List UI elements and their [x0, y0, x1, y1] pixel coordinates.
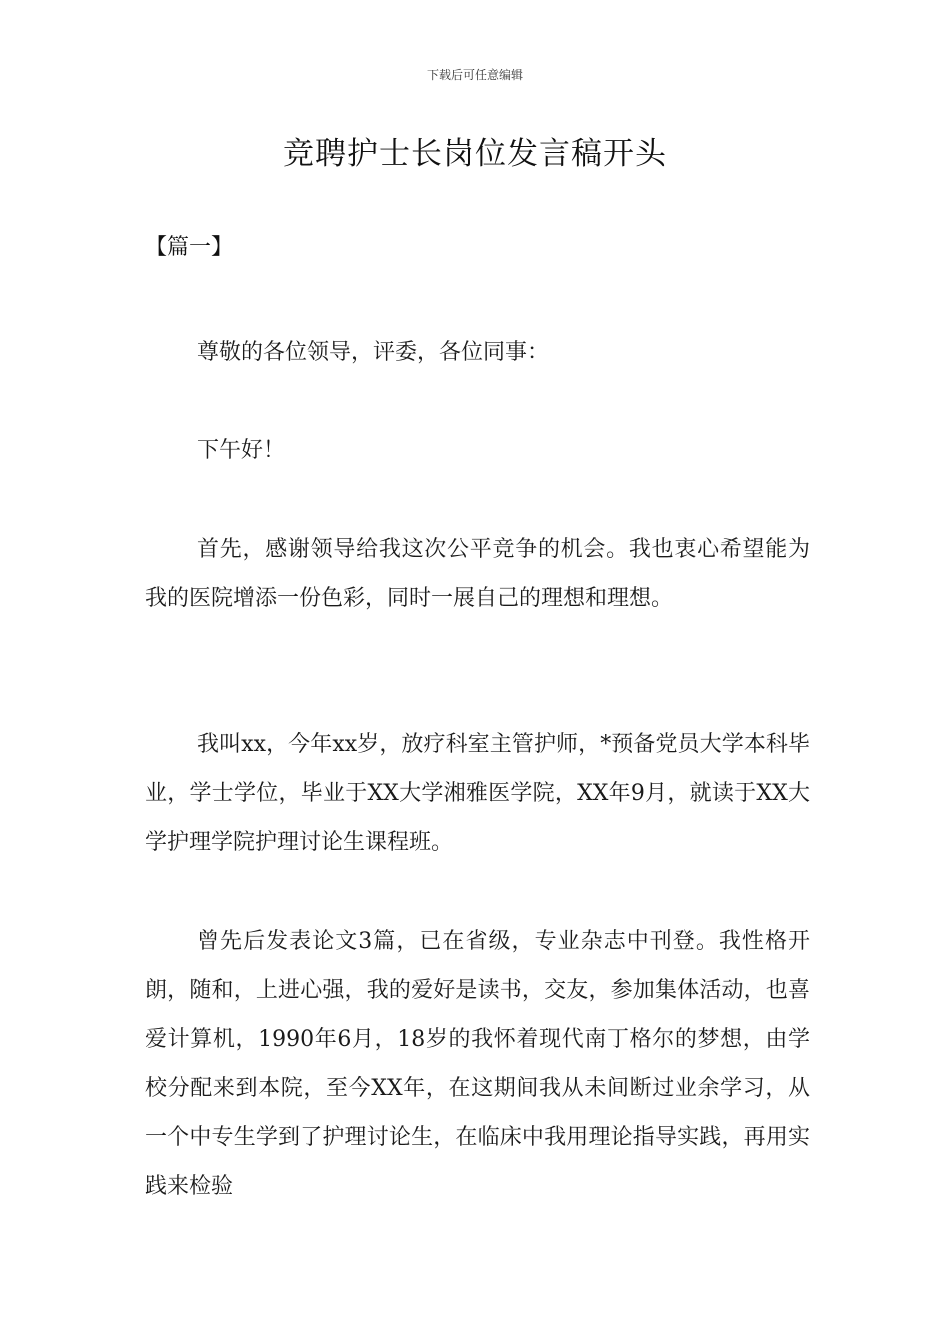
body-paragraph-1: 首先，感谢领导给我这次公平竞争的机会。我也衷心希望能为我的医院增添一份色彩，同时一展自己的理想和理想。	[145, 537, 810, 611]
body-paragraph-2: 我叫xx，今年xx岁，放疗科室主管护师，*预备党员大学本科毕业，学士学位，毕业于XX大学湘雅医学院，XX年9月，就读于XX大学护理学院护理讨论生课程班。	[145, 732, 810, 855]
salutation-paragraph: 尊敬的各位领导，评委，各位同事：	[197, 340, 550, 365]
header-note: 下载后可任意编辑	[426, 68, 523, 82]
body-paragraph-3: 曾先后发表论文3篇，已在省级，专业杂志中刊登。我性格开朗，随和，上进心强，我的爱好是读书，交友，参加集体活动，也喜爱计算机，1990年6月，18岁的我怀着现代南丁格尔的梦想，由学校分配来到本院，至今XX年，在这期间我从未间断过业余学习，从一个中专生学到了护理讨论生，在临床中我用理论指导实践，再用实践来检验	[145, 929, 810, 1199]
greeting-paragraph: 下午好！	[197, 438, 286, 463]
document-title: 竞聘护士长岗位发言稿开头	[283, 136, 667, 172]
section-label: 【篇一】	[145, 235, 234, 260]
